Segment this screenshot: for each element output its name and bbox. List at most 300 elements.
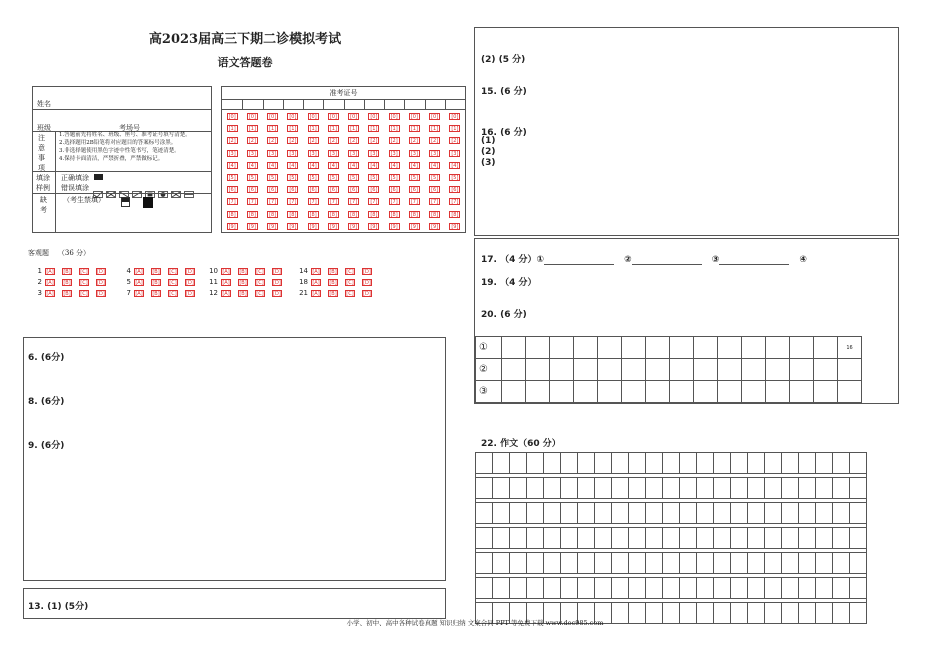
objective-choice-bubble[interactable]: [D] bbox=[186, 279, 194, 286]
objective-choice-bubble[interactable]: [B] bbox=[239, 290, 247, 297]
composition-cell[interactable] bbox=[629, 578, 646, 599]
composition-grid[interactable] bbox=[475, 452, 867, 624]
exam-id-bubble[interactable]: [2] bbox=[329, 138, 337, 145]
composition-cell[interactable] bbox=[612, 528, 629, 549]
exam-id-bubble[interactable]: [1] bbox=[269, 126, 277, 133]
composition-cell[interactable] bbox=[612, 453, 629, 474]
exam-id-bubble[interactable]: [0] bbox=[451, 114, 459, 120]
composition-cell[interactable] bbox=[731, 578, 748, 599]
objective-choice-bubble[interactable]: [A] bbox=[312, 279, 320, 286]
composition-cell[interactable] bbox=[816, 478, 833, 499]
exam-id-bubble[interactable]: [5] bbox=[410, 175, 418, 181]
composition-cell[interactable] bbox=[731, 603, 748, 624]
grid-cell[interactable] bbox=[598, 359, 622, 381]
exam-id-bubble[interactable]: [7] bbox=[248, 199, 256, 206]
grid-cell[interactable] bbox=[766, 381, 790, 403]
grid-cell[interactable] bbox=[646, 337, 670, 359]
exam-id-bubble[interactable]: [1] bbox=[309, 126, 317, 133]
grid-cell[interactable] bbox=[790, 337, 814, 359]
composition-cell[interactable] bbox=[816, 553, 833, 574]
objective-choice-bubble[interactable]: [C] bbox=[256, 268, 264, 275]
exam-id-bubble[interactable]: [6] bbox=[329, 187, 337, 194]
objective-choice-bubble[interactable]: [D] bbox=[97, 290, 105, 297]
exam-id-bubble[interactable]: [8] bbox=[248, 211, 256, 218]
exam-id-bubble[interactable]: [5] bbox=[431, 175, 439, 181]
grid-cell[interactable]: 16 bbox=[838, 337, 862, 359]
exam-id-bubble[interactable]: [3] bbox=[350, 150, 358, 157]
exam-id-bubble[interactable]: [1] bbox=[431, 126, 439, 133]
composition-cell[interactable] bbox=[663, 453, 680, 474]
composition-cell[interactable] bbox=[612, 478, 629, 499]
composition-cell[interactable] bbox=[561, 503, 578, 524]
grid-cell[interactable] bbox=[814, 359, 838, 381]
composition-cell[interactable] bbox=[510, 553, 527, 574]
grid-cell[interactable] bbox=[814, 381, 838, 403]
grid-cell[interactable] bbox=[766, 359, 790, 381]
exam-id-bubble[interactable]: [1] bbox=[370, 126, 378, 133]
exam-id-bubble[interactable]: [5] bbox=[309, 175, 317, 181]
composition-cell[interactable] bbox=[833, 578, 850, 599]
exam-id-bubble[interactable]: [4] bbox=[228, 162, 236, 169]
composition-cell[interactable] bbox=[646, 553, 663, 574]
composition-cell[interactable] bbox=[748, 478, 765, 499]
composition-cell[interactable] bbox=[493, 528, 510, 549]
grid-cell[interactable] bbox=[526, 359, 550, 381]
grid-cell[interactable] bbox=[502, 381, 526, 403]
exam-id-bubble[interactable]: [9] bbox=[350, 223, 358, 230]
exam-id-bubble[interactable]: [9] bbox=[390, 223, 398, 230]
composition-cell[interactable] bbox=[697, 578, 714, 599]
objective-choice-bubble[interactable]: [D] bbox=[186, 268, 194, 275]
composition-cell[interactable] bbox=[850, 503, 867, 524]
objective-choice-bubble[interactable]: [B] bbox=[63, 290, 71, 297]
exam-id-bubble[interactable]: [7] bbox=[309, 199, 317, 206]
exam-id-bubble[interactable]: [6] bbox=[451, 187, 459, 194]
exam-id-bubble[interactable]: [3] bbox=[269, 150, 277, 157]
composition-cell[interactable] bbox=[748, 503, 765, 524]
exam-id-bubble[interactable]: [8] bbox=[289, 211, 297, 218]
objective-choice-bubble[interactable]: [D] bbox=[186, 290, 194, 297]
objective-choice-bubble[interactable]: [C] bbox=[169, 290, 177, 297]
composition-cell[interactable] bbox=[680, 578, 697, 599]
grid-cell[interactable] bbox=[646, 359, 670, 381]
grid-cell[interactable] bbox=[742, 381, 766, 403]
exam-id-bubble[interactable]: [7] bbox=[451, 199, 459, 206]
exam-id-bubble[interactable]: [9] bbox=[410, 223, 418, 230]
objective-choice-bubble[interactable]: [A] bbox=[135, 279, 143, 286]
composition-cell[interactable] bbox=[561, 453, 578, 474]
exam-id-bubble[interactable]: [4] bbox=[350, 162, 358, 169]
composition-cell[interactable] bbox=[612, 503, 629, 524]
composition-cell[interactable] bbox=[663, 553, 680, 574]
exam-id-bubble[interactable]: [5] bbox=[451, 175, 459, 181]
exam-id-bubble[interactable]: [8] bbox=[309, 211, 317, 218]
composition-cell[interactable] bbox=[578, 453, 595, 474]
exam-id-bubble[interactable]: [2] bbox=[370, 138, 378, 145]
composition-cell[interactable] bbox=[527, 553, 544, 574]
composition-cell[interactable] bbox=[544, 503, 561, 524]
composition-cell[interactable] bbox=[510, 478, 527, 499]
exam-id-bubble[interactable]: [6] bbox=[309, 187, 317, 194]
objective-choice-bubble[interactable]: [A] bbox=[222, 279, 230, 286]
composition-cell[interactable] bbox=[680, 553, 697, 574]
composition-cell[interactable] bbox=[731, 528, 748, 549]
objective-choice-bubble[interactable]: [B] bbox=[152, 268, 160, 275]
composition-cell[interactable] bbox=[663, 478, 680, 499]
objective-choice-bubble[interactable]: [B] bbox=[152, 290, 160, 297]
exam-id-bubble[interactable]: [8] bbox=[390, 211, 398, 218]
exam-id-bubble[interactable]: [3] bbox=[431, 150, 439, 157]
composition-cell[interactable] bbox=[799, 578, 816, 599]
exam-id-bubble[interactable]: [5] bbox=[289, 175, 297, 181]
exam-id-bubble[interactable]: [3] bbox=[329, 150, 337, 157]
grid-cell[interactable] bbox=[766, 337, 790, 359]
composition-cell[interactable] bbox=[782, 603, 799, 624]
composition-cell[interactable] bbox=[765, 603, 782, 624]
composition-cell[interactable] bbox=[544, 578, 561, 599]
composition-cell[interactable] bbox=[646, 453, 663, 474]
answer-box-17-20[interactable] bbox=[474, 238, 899, 404]
objective-choice-bubble[interactable]: [D] bbox=[363, 279, 371, 286]
objective-choice-bubble[interactable]: [C] bbox=[256, 279, 264, 286]
exam-id-bubble[interactable]: [4] bbox=[309, 162, 317, 169]
exam-id-bubble[interactable]: [1] bbox=[329, 126, 337, 133]
exam-id-bubble[interactable]: [5] bbox=[350, 175, 358, 181]
exam-id-bubble[interactable]: [7] bbox=[269, 199, 277, 206]
grid-cell[interactable] bbox=[694, 381, 718, 403]
composition-cell[interactable] bbox=[578, 578, 595, 599]
grid-cell[interactable] bbox=[526, 381, 550, 403]
composition-cell[interactable] bbox=[748, 528, 765, 549]
composition-cell[interactable] bbox=[629, 503, 646, 524]
answer-box-6-9[interactable] bbox=[23, 337, 446, 581]
composition-cell[interactable] bbox=[765, 528, 782, 549]
grid-cell[interactable] bbox=[574, 359, 598, 381]
exam-id-bubble[interactable]: [6] bbox=[431, 187, 439, 194]
grid-cell[interactable] bbox=[694, 337, 718, 359]
composition-cell[interactable] bbox=[748, 578, 765, 599]
grid-cell[interactable] bbox=[838, 359, 862, 381]
composition-cell[interactable] bbox=[578, 528, 595, 549]
room-label[interactable]: 考场号 bbox=[119, 124, 140, 132]
composition-cell[interactable] bbox=[680, 503, 697, 524]
question-20-grid[interactable] bbox=[475, 336, 862, 403]
exam-id-bubble[interactable]: [3] bbox=[309, 150, 317, 157]
objective-choice-bubble[interactable]: [A] bbox=[312, 290, 320, 297]
exam-id-bubble[interactable]: [9] bbox=[228, 223, 236, 230]
composition-cell[interactable] bbox=[816, 603, 833, 624]
objective-choice-bubble[interactable]: [B] bbox=[329, 290, 337, 297]
composition-cell[interactable] bbox=[816, 453, 833, 474]
objective-choice-bubble[interactable]: [C] bbox=[169, 268, 177, 275]
grid-cell[interactable] bbox=[838, 381, 862, 403]
exam-id-bubble[interactable]: [8] bbox=[269, 211, 277, 218]
exam-id-bubble[interactable]: [0] bbox=[390, 114, 398, 120]
exam-id-bubble[interactable]: [4] bbox=[289, 162, 297, 169]
grid-cell[interactable] bbox=[718, 381, 742, 403]
objective-choice-bubble[interactable]: [B] bbox=[63, 279, 71, 286]
exam-id-bubble[interactable]: [4] bbox=[451, 162, 459, 169]
objective-choice-bubble[interactable]: [A] bbox=[135, 268, 143, 275]
composition-cell[interactable] bbox=[680, 528, 697, 549]
composition-cell[interactable] bbox=[714, 453, 731, 474]
composition-cell[interactable] bbox=[561, 553, 578, 574]
exam-id-bubble[interactable]: [5] bbox=[248, 175, 256, 181]
exam-id-bubble[interactable]: [7] bbox=[350, 199, 358, 206]
exam-id-bubble[interactable]: [2] bbox=[248, 138, 256, 145]
exam-id-bubble[interactable]: [0] bbox=[228, 114, 236, 120]
composition-cell[interactable] bbox=[782, 528, 799, 549]
exam-id-bubble[interactable]: [2] bbox=[431, 138, 439, 145]
composition-cell[interactable] bbox=[731, 503, 748, 524]
objective-choice-bubble[interactable]: [D] bbox=[97, 268, 105, 275]
objective-choice-bubble[interactable]: [C] bbox=[80, 290, 88, 297]
composition-cell[interactable] bbox=[697, 453, 714, 474]
composition-cell[interactable] bbox=[833, 478, 850, 499]
composition-cell[interactable] bbox=[833, 553, 850, 574]
grid-cell[interactable] bbox=[718, 337, 742, 359]
objective-choice-bubble[interactable]: [C] bbox=[346, 290, 354, 297]
composition-cell[interactable] bbox=[765, 578, 782, 599]
exam-id-bubble[interactable]: [5] bbox=[390, 175, 398, 181]
exam-id-bubble[interactable]: [9] bbox=[248, 223, 256, 230]
composition-cell[interactable] bbox=[748, 553, 765, 574]
composition-cell[interactable] bbox=[799, 528, 816, 549]
composition-cell[interactable] bbox=[476, 453, 493, 474]
composition-cell[interactable] bbox=[782, 553, 799, 574]
composition-cell[interactable] bbox=[595, 578, 612, 599]
composition-cell[interactable] bbox=[476, 503, 493, 524]
composition-cell[interactable] bbox=[527, 453, 544, 474]
composition-cell[interactable] bbox=[799, 603, 816, 624]
composition-cell[interactable] bbox=[646, 528, 663, 549]
composition-cell[interactable] bbox=[731, 453, 748, 474]
grid-cell[interactable] bbox=[550, 381, 574, 403]
composition-cell[interactable] bbox=[833, 603, 850, 624]
composition-cell[interactable] bbox=[646, 503, 663, 524]
exam-id-bubble[interactable]: [1] bbox=[390, 126, 398, 133]
composition-cell[interactable] bbox=[595, 528, 612, 549]
grid-cell[interactable] bbox=[790, 359, 814, 381]
exam-id-bubble[interactable]: [2] bbox=[309, 138, 317, 145]
exam-id-bubble[interactable]: [4] bbox=[390, 162, 398, 169]
exam-id-bubble[interactable]: [0] bbox=[431, 114, 439, 120]
objective-choice-bubble[interactable]: [C] bbox=[346, 279, 354, 286]
composition-cell[interactable] bbox=[850, 453, 867, 474]
exam-id-bubble[interactable]: [9] bbox=[370, 223, 378, 230]
composition-cell[interactable] bbox=[544, 453, 561, 474]
composition-cell[interactable] bbox=[493, 578, 510, 599]
exam-id-bubble[interactable]: [7] bbox=[410, 199, 418, 206]
exam-id-bubble[interactable]: [6] bbox=[228, 187, 236, 194]
composition-cell[interactable] bbox=[833, 453, 850, 474]
composition-cell[interactable] bbox=[629, 553, 646, 574]
grid-cell[interactable] bbox=[550, 359, 574, 381]
composition-cell[interactable] bbox=[544, 478, 561, 499]
composition-cell[interactable] bbox=[714, 503, 731, 524]
exam-id-bubble[interactable]: [8] bbox=[410, 211, 418, 218]
composition-cell[interactable] bbox=[782, 578, 799, 599]
composition-cell[interactable] bbox=[697, 478, 714, 499]
composition-cell[interactable] bbox=[646, 578, 663, 599]
exam-id-bubble[interactable]: [9] bbox=[431, 223, 439, 230]
composition-cell[interactable] bbox=[765, 478, 782, 499]
exam-id-bubble[interactable]: [0] bbox=[289, 114, 297, 120]
composition-cell[interactable] bbox=[578, 503, 595, 524]
exam-id-bubble[interactable]: [8] bbox=[329, 211, 337, 218]
objective-choice-bubble[interactable]: [B] bbox=[63, 268, 71, 275]
objective-choice-bubble[interactable]: [C] bbox=[80, 279, 88, 286]
composition-cell[interactable] bbox=[833, 528, 850, 549]
composition-cell[interactable] bbox=[714, 578, 731, 599]
exam-id-bubble[interactable]: [8] bbox=[431, 211, 439, 218]
composition-cell[interactable] bbox=[799, 453, 816, 474]
exam-id-bubble[interactable]: [6] bbox=[390, 187, 398, 194]
exam-id-bubble[interactable]: [7] bbox=[289, 199, 297, 206]
composition-cell[interactable] bbox=[799, 503, 816, 524]
grid-cell[interactable] bbox=[670, 337, 694, 359]
composition-cell[interactable] bbox=[799, 553, 816, 574]
exam-id-bubble[interactable]: [8] bbox=[370, 211, 378, 218]
exam-id-bubble[interactable]: [0] bbox=[350, 114, 358, 120]
composition-cell[interactable] bbox=[714, 553, 731, 574]
exam-id-bubble[interactable]: [6] bbox=[248, 187, 256, 194]
exam-id-bubble[interactable]: [1] bbox=[289, 126, 297, 133]
composition-cell[interactable] bbox=[663, 578, 680, 599]
composition-cell[interactable] bbox=[697, 553, 714, 574]
exam-id-bubble[interactable]: [2] bbox=[410, 138, 418, 145]
exam-id-bubble[interactable]: [9] bbox=[451, 223, 459, 230]
composition-cell[interactable] bbox=[850, 478, 867, 499]
exam-id-bubble[interactable]: [0] bbox=[410, 114, 418, 120]
exam-id-bubble[interactable]: [6] bbox=[289, 187, 297, 194]
objective-choice-bubble[interactable]: [A] bbox=[46, 290, 54, 297]
grid-cell[interactable] bbox=[598, 337, 622, 359]
exam-id-bubble[interactable]: [2] bbox=[289, 138, 297, 145]
composition-cell[interactable] bbox=[595, 478, 612, 499]
exam-id-bubble[interactable]: [3] bbox=[370, 150, 378, 157]
composition-cell[interactable] bbox=[765, 503, 782, 524]
exam-id-bubble[interactable]: [2] bbox=[390, 138, 398, 145]
exam-id-bubble[interactable]: [6] bbox=[269, 187, 277, 194]
exam-id-bubble[interactable]: [5] bbox=[269, 175, 277, 181]
exam-id-bubble[interactable]: [9] bbox=[269, 223, 277, 230]
exam-id-bubble[interactable]: [8] bbox=[350, 211, 358, 218]
absent-checkbox-sample[interactable] bbox=[121, 197, 130, 207]
exam-id-bubble[interactable]: [3] bbox=[228, 150, 236, 157]
composition-cell[interactable] bbox=[544, 553, 561, 574]
composition-cell[interactable] bbox=[561, 478, 578, 499]
objective-choice-bubble[interactable]: [C] bbox=[169, 279, 177, 286]
composition-cell[interactable] bbox=[748, 453, 765, 474]
exam-id-bubble[interactable]: [9] bbox=[289, 223, 297, 230]
objective-choice-bubble[interactable]: [A] bbox=[46, 268, 54, 275]
exam-id-bubble[interactable]: [0] bbox=[370, 114, 378, 120]
exam-id-bubble[interactable]: [7] bbox=[431, 199, 439, 206]
blank-1[interactable] bbox=[544, 256, 614, 265]
composition-cell[interactable] bbox=[493, 453, 510, 474]
exam-id-bubble[interactable]: [2] bbox=[269, 138, 277, 145]
objective-choice-bubble[interactable]: [A] bbox=[312, 268, 320, 275]
composition-cell[interactable] bbox=[816, 503, 833, 524]
grid-cell[interactable] bbox=[646, 381, 670, 403]
grid-cell[interactable] bbox=[598, 381, 622, 403]
exam-id-bubble[interactable]: [8] bbox=[228, 211, 236, 218]
composition-cell[interactable] bbox=[476, 528, 493, 549]
exam-id-bubble[interactable]: [4] bbox=[248, 162, 256, 169]
grid-cell[interactable] bbox=[574, 381, 598, 403]
grid-cell[interactable] bbox=[622, 381, 646, 403]
blank-2[interactable] bbox=[632, 256, 702, 265]
exam-id-bubble[interactable]: [3] bbox=[248, 150, 256, 157]
composition-cell[interactable] bbox=[646, 478, 663, 499]
composition-cell[interactable] bbox=[527, 578, 544, 599]
composition-cell[interactable] bbox=[782, 453, 799, 474]
objective-choice-bubble[interactable]: [D] bbox=[97, 279, 105, 286]
grid-cell[interactable] bbox=[502, 359, 526, 381]
objective-choice-bubble[interactable]: [A] bbox=[135, 290, 143, 297]
composition-cell[interactable] bbox=[476, 478, 493, 499]
composition-cell[interactable] bbox=[714, 603, 731, 624]
exam-id-bubble[interactable]: [5] bbox=[228, 175, 236, 181]
grid-cell[interactable] bbox=[574, 337, 598, 359]
grid-cell[interactable] bbox=[550, 337, 574, 359]
answer-box-13[interactable] bbox=[23, 588, 446, 619]
composition-cell[interactable] bbox=[850, 553, 867, 574]
exam-id-bubble[interactable]: [7] bbox=[329, 199, 337, 206]
objective-choice-bubble[interactable]: [D] bbox=[273, 279, 281, 286]
composition-cell[interactable] bbox=[850, 578, 867, 599]
exam-id-bubble[interactable]: [0] bbox=[329, 114, 337, 120]
exam-id-bubble[interactable]: [7] bbox=[228, 199, 236, 206]
grid-cell[interactable] bbox=[670, 359, 694, 381]
exam-id-bubble[interactable]: [3] bbox=[410, 150, 418, 157]
composition-cell[interactable] bbox=[714, 478, 731, 499]
composition-cell[interactable] bbox=[561, 528, 578, 549]
composition-cell[interactable] bbox=[595, 553, 612, 574]
objective-choice-bubble[interactable]: [C] bbox=[80, 268, 88, 275]
exam-id-bubble[interactable]: [3] bbox=[390, 150, 398, 157]
composition-cell[interactable] bbox=[612, 553, 629, 574]
composition-cell[interactable] bbox=[544, 528, 561, 549]
exam-id-bubble[interactable]: [8] bbox=[451, 211, 459, 218]
exam-id-bubble[interactable]: [1] bbox=[451, 126, 459, 133]
composition-cell[interactable] bbox=[765, 453, 782, 474]
exam-id-bubble[interactable]: [4] bbox=[370, 162, 378, 169]
objective-choice-bubble[interactable]: [A] bbox=[222, 290, 230, 297]
grid-cell[interactable] bbox=[694, 359, 718, 381]
objective-choice-bubble[interactable]: [C] bbox=[256, 290, 264, 297]
exam-id-bubble[interactable]: [1] bbox=[350, 126, 358, 133]
grid-cell[interactable] bbox=[742, 359, 766, 381]
objective-choice-bubble[interactable]: [B] bbox=[329, 279, 337, 286]
composition-cell[interactable] bbox=[714, 528, 731, 549]
grid-cell[interactable] bbox=[622, 359, 646, 381]
exam-id-bubble[interactable]: [7] bbox=[370, 199, 378, 206]
grid-cell[interactable] bbox=[526, 337, 550, 359]
exam-id-bubble[interactable]: [0] bbox=[309, 114, 317, 120]
exam-id-bubble[interactable]: [0] bbox=[248, 114, 256, 120]
composition-cell[interactable] bbox=[663, 528, 680, 549]
composition-cell[interactable] bbox=[663, 503, 680, 524]
exam-id-bubble[interactable]: [2] bbox=[350, 138, 358, 145]
objective-choice-bubble[interactable]: [B] bbox=[329, 268, 337, 275]
composition-cell[interactable] bbox=[527, 478, 544, 499]
composition-cell[interactable] bbox=[816, 528, 833, 549]
composition-cell[interactable] bbox=[510, 453, 527, 474]
exam-id-bubble[interactable]: [5] bbox=[370, 175, 378, 181]
composition-cell[interactable] bbox=[748, 603, 765, 624]
